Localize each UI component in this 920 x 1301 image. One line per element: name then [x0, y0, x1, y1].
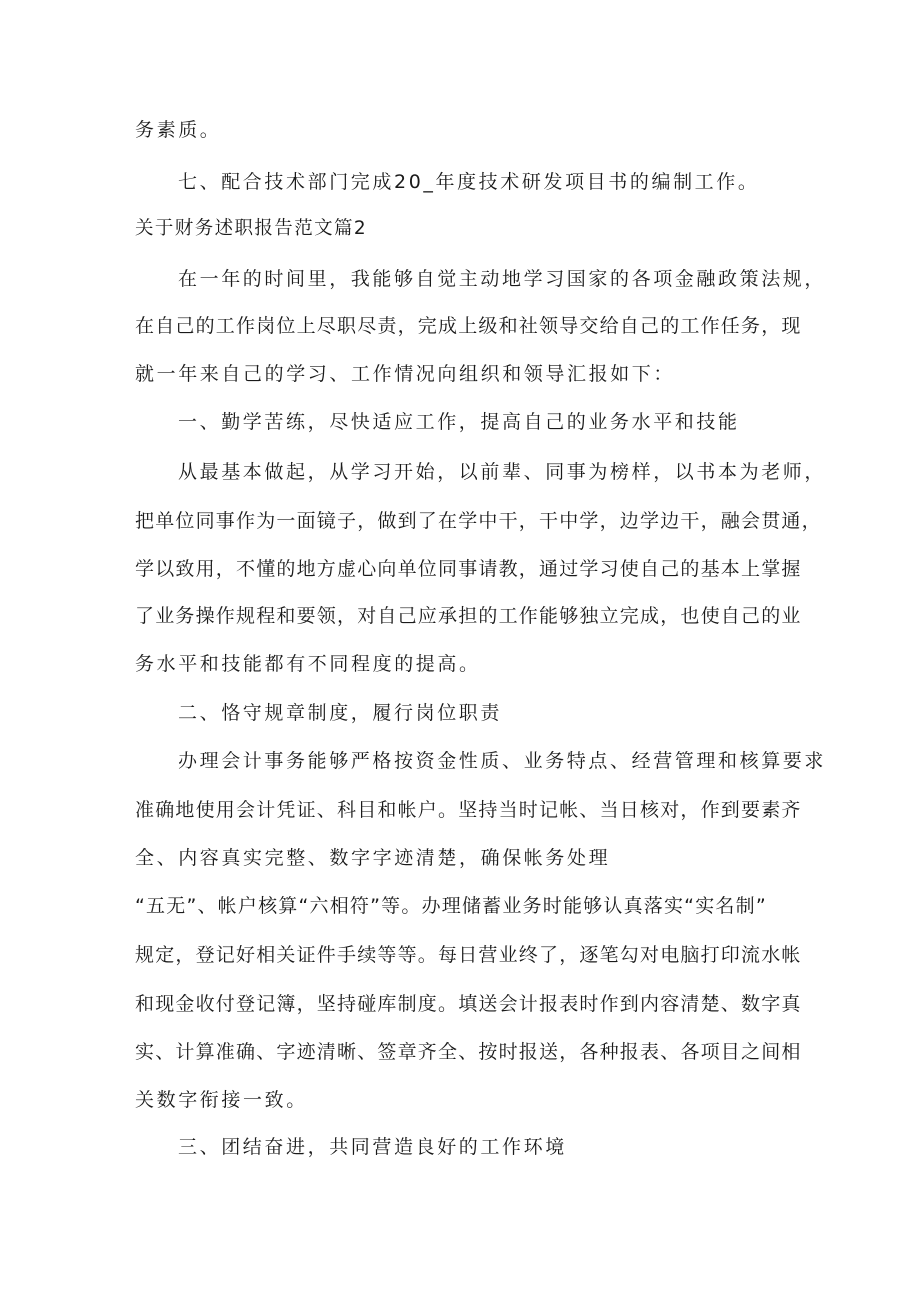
body-text-line: 和现金收付登记簿，坚持碰库制度。填送会计报表时作到内容清楚、数字真 [135, 993, 802, 1015]
body-text-line: 从最基本做起，从学习开始，以前辈、同事为榜样，以书本为老师， [178, 461, 827, 483]
body-text-line: 就一年来自己的学习、工作情况向组织和领导汇报如下： [135, 363, 676, 385]
body-text-line: 务水平和技能都有不同程度的提高。 [135, 653, 481, 675]
body-text-line: 全、内容真实完整、数字字迹清楚，确保帐务处理 [135, 847, 611, 869]
heading-three: 三、团结奋进，共同营造良好的工作环境 [178, 1136, 567, 1158]
body-text-line: 务素质。 [135, 119, 222, 141]
body-text-line: 把单位同事作为一面镜子，做到了在学中干，干中学，边学边干，融会贯通， [135, 510, 822, 532]
body-text-line: “五无”、帐户核算“六相符”等。办理储蓄业务时能够认真落实“实名制” [135, 895, 767, 917]
body-text-line: 实、计算准确、字迹清晰、签章齐全、按时报送，各种报表、各项目之间相 [135, 1041, 802, 1063]
body-text-line: 学以致用，不懂的地方虚心向单位同事请教，通过学习使自己的基本上掌握 [135, 558, 802, 580]
body-text-line: 在自己的工作岗位上尽职尽责，完成上级和社领导交给自己的工作任务，现 [135, 315, 802, 337]
section-title: 关于财务述职报告范文篇2 [135, 218, 368, 239]
body-text-line: 在一年的时间里，我能够自觉主动地学习国家的各项金融政策法规， [178, 268, 827, 290]
body-text-line: 准确地使用会计凭证、科目和帐户。坚持当时记帐、当日核对，作到要素齐 [135, 799, 802, 821]
list-item-seven: 七、配合技术部门完成20_年度技术研发项目书的编制工作。 [178, 171, 760, 193]
body-text-line: 关数字衔接一致。 [135, 1089, 308, 1111]
body-text-line: 了业务操作规程和要领，对自己应承担的工作能够独立完成，也使自己的业 [135, 605, 802, 627]
heading-one: 一、勤学苦练，尽快适应工作，提高自己的业务水平和技能 [178, 411, 740, 433]
heading-two: 二、恪守规章制度，履行岗位职责 [178, 702, 503, 724]
body-text-line: 办理会计事务能够严格按资金性质、业务特点、经营管理和核算要求 [178, 750, 827, 772]
body-text-line: 规定，登记好相关证件手续等等。每日营业终了，逐笔勾对电脑打印流水帐 [135, 944, 802, 966]
